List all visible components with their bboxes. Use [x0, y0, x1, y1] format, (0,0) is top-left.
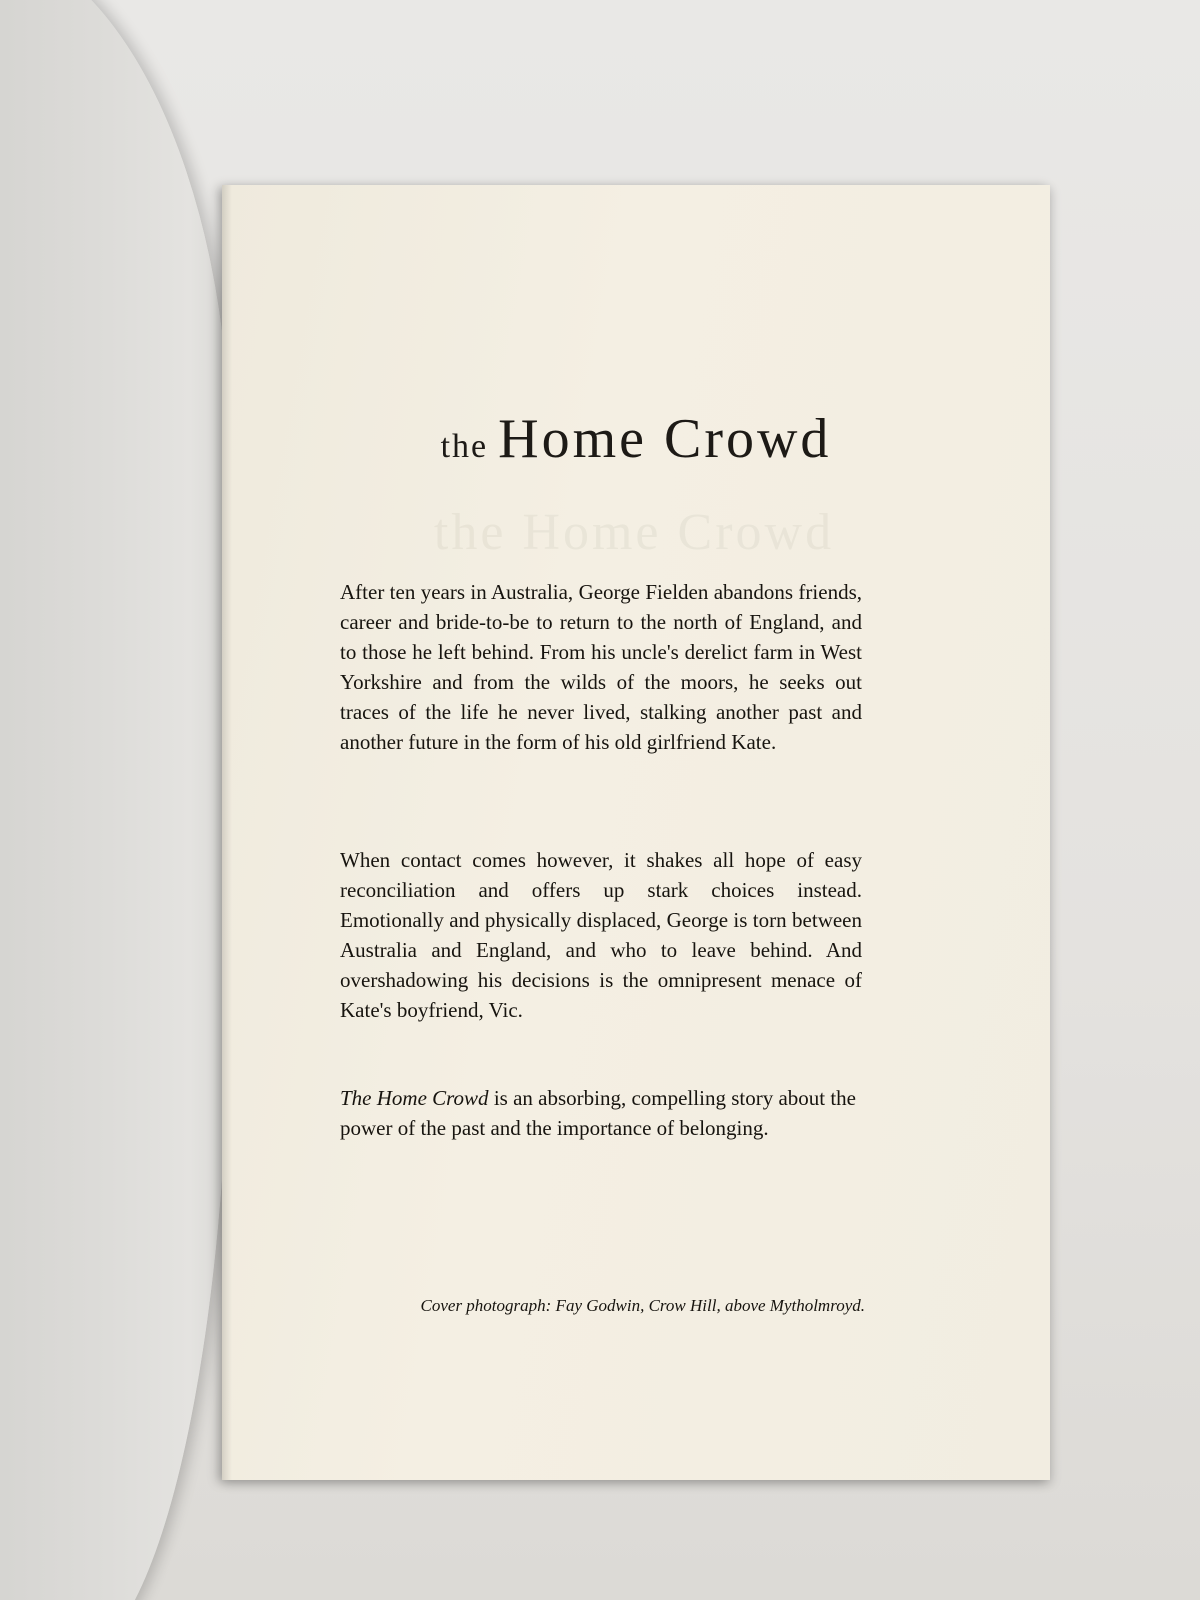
book-title-main: Home Crowd — [498, 408, 832, 470]
blurb-paragraph-2: When contact comes however, it shakes all hope of easy reconciliation and offers up stark choices instead. Emotionally and physically displaced, George is torn between Australia and England, and who to leave behind. And overshadowing his decisions is the omnipresent menace of Kate's boyfriend, Vic. — [340, 848, 862, 1022]
book-title-prefix: the — [440, 428, 489, 465]
book-title — [222, 407, 1050, 471]
cover-photo-credit: Cover photograph: Fay Godwin, Crow Hill, above Mytholmroyd. — [420, 1296, 865, 1315]
page-gutter-shadow — [222, 185, 232, 1480]
blurb-paragraph-3 — [340, 1083, 862, 1143]
show-through-text: the Home Crowd — [433, 504, 835, 561]
blurb-paragraph-1: After ten years in Australia, George Fielden abandons friends, career and bride-to-be to return to the north of England, and to those he left behind. From his uncle's derelict farm in West Yorkshire and from the wilds of the moors, he seeks out traces of the life he never lived, stalking another past and another future in the form of his old girlfriend Kate. — [340, 580, 862, 754]
book-page — [222, 185, 1050, 1480]
book-cover-left — [0, 0, 230, 1600]
blurb-paragraph-3-text: is an absorbing, compelling story about the power of the past and the importance of belonging. — [340, 1086, 857, 1140]
blurb-italic-title: The Home Crowd — [340, 1086, 489, 1110]
